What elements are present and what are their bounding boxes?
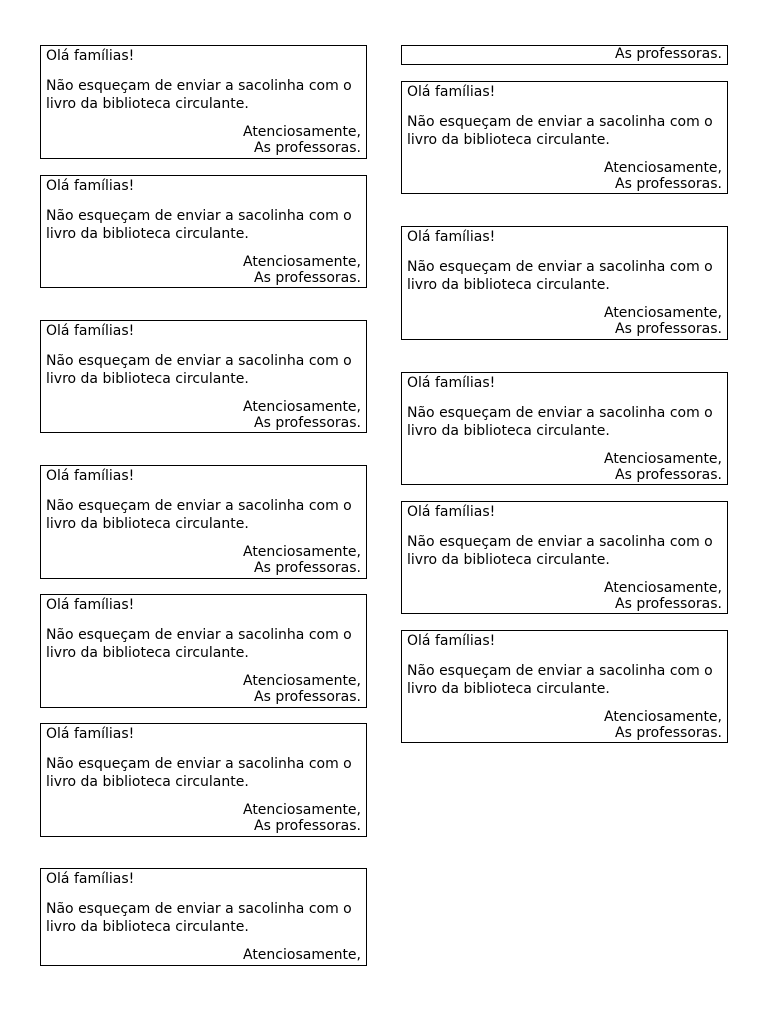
message-text: Não esqueçam de enviar a sacolinha com o livro da biblioteca circulante. bbox=[46, 353, 352, 387]
closing-text: Atenciosamente, bbox=[603, 305, 722, 321]
greeting-text: Olá famílias! bbox=[46, 597, 135, 613]
message-text: Não esqueçam de enviar a sacolinha com o livro da biblioteca circulante. bbox=[407, 534, 713, 568]
closing-text: Atenciosamente, bbox=[242, 802, 361, 818]
closing-text: Atenciosamente, bbox=[242, 947, 361, 963]
note-card bbox=[40, 320, 367, 433]
closing-text: Atenciosamente, bbox=[242, 399, 361, 415]
note-card bbox=[401, 501, 728, 614]
note-card bbox=[401, 81, 728, 194]
greeting-text: Olá famílias! bbox=[407, 84, 496, 100]
signature-text: As professoras. bbox=[615, 467, 722, 483]
greeting-text: Olá famílias! bbox=[46, 48, 135, 64]
note-card bbox=[40, 175, 367, 288]
closing-text: Atenciosamente, bbox=[603, 580, 722, 596]
signature-text: As professoras. bbox=[254, 689, 361, 705]
message-text: Não esqueçam de enviar a sacolinha com o livro da biblioteca circulante. bbox=[46, 208, 352, 242]
message-text: Não esqueçam de enviar a sacolinha com o livro da biblioteca circulante. bbox=[46, 901, 352, 935]
message-text: Não esqueçam de enviar a sacolinha com o livro da biblioteca circulante. bbox=[46, 498, 352, 532]
message-text: Não esqueçam de enviar a sacolinha com o livro da biblioteca circulante. bbox=[407, 259, 713, 293]
note-card bbox=[401, 630, 728, 743]
message-text: Não esqueçam de enviar a sacolinha com o livro da biblioteca circulante. bbox=[407, 405, 713, 439]
signature-text: As professoras. bbox=[615, 725, 722, 741]
greeting-text: Olá famílias! bbox=[46, 726, 135, 742]
signature-text: As professoras. bbox=[254, 818, 361, 834]
greeting-text: Olá famílias! bbox=[46, 323, 135, 339]
note-card bbox=[40, 45, 367, 159]
message-text: Não esqueçam de enviar a sacolinha com o livro da biblioteca circulante. bbox=[46, 627, 352, 661]
message-text: Não esqueçam de enviar a sacolinha com o livro da biblioteca circulante. bbox=[46, 78, 352, 112]
signature-text: As professoras. bbox=[615, 321, 722, 337]
message-text: Não esqueçam de enviar a sacolinha com o livro da biblioteca circulante. bbox=[407, 663, 713, 697]
closing-text: Atenciosamente, bbox=[603, 709, 722, 725]
closing-text: Atenciosamente, bbox=[242, 124, 361, 140]
message-text: Não esqueçam de enviar a sacolinha com o livro da biblioteca circulante. bbox=[46, 756, 352, 790]
closing-text: Atenciosamente, bbox=[242, 254, 361, 270]
closing-text: Atenciosamente, bbox=[603, 160, 722, 176]
signature-text: As professoras. bbox=[254, 415, 361, 431]
greeting-text: Olá famílias! bbox=[46, 178, 135, 194]
signature-text: As professoras. bbox=[615, 596, 722, 612]
signature-text: As professoras. bbox=[254, 560, 361, 576]
message-text: Não esqueçam de enviar a sacolinha com o livro da biblioteca circulante. bbox=[407, 114, 713, 148]
closing-text: Atenciosamente, bbox=[242, 673, 361, 689]
greeting-text: Olá famílias! bbox=[407, 229, 496, 245]
note-card bbox=[40, 723, 367, 837]
closing-text: Atenciosamente, bbox=[242, 544, 361, 560]
greeting-text: Olá famílias! bbox=[46, 468, 135, 484]
closing-text: Atenciosamente, bbox=[603, 451, 722, 467]
greeting-text: Olá famílias! bbox=[407, 504, 496, 520]
greeting-text: Olá famílias! bbox=[407, 375, 496, 391]
signature-text: As professoras. bbox=[615, 46, 722, 62]
greeting-text: Olá famílias! bbox=[46, 871, 135, 887]
greeting-text: Olá famílias! bbox=[407, 633, 496, 649]
note-card bbox=[40, 594, 367, 708]
note-card bbox=[401, 226, 728, 340]
signature-text: As professoras. bbox=[254, 140, 361, 156]
note-card bbox=[40, 465, 367, 579]
signature-text: As professoras. bbox=[254, 270, 361, 286]
note-fragment-signature bbox=[401, 45, 728, 65]
note-card-partial bbox=[40, 868, 367, 966]
note-card bbox=[401, 372, 728, 485]
signature-text: As professoras. bbox=[615, 176, 722, 192]
